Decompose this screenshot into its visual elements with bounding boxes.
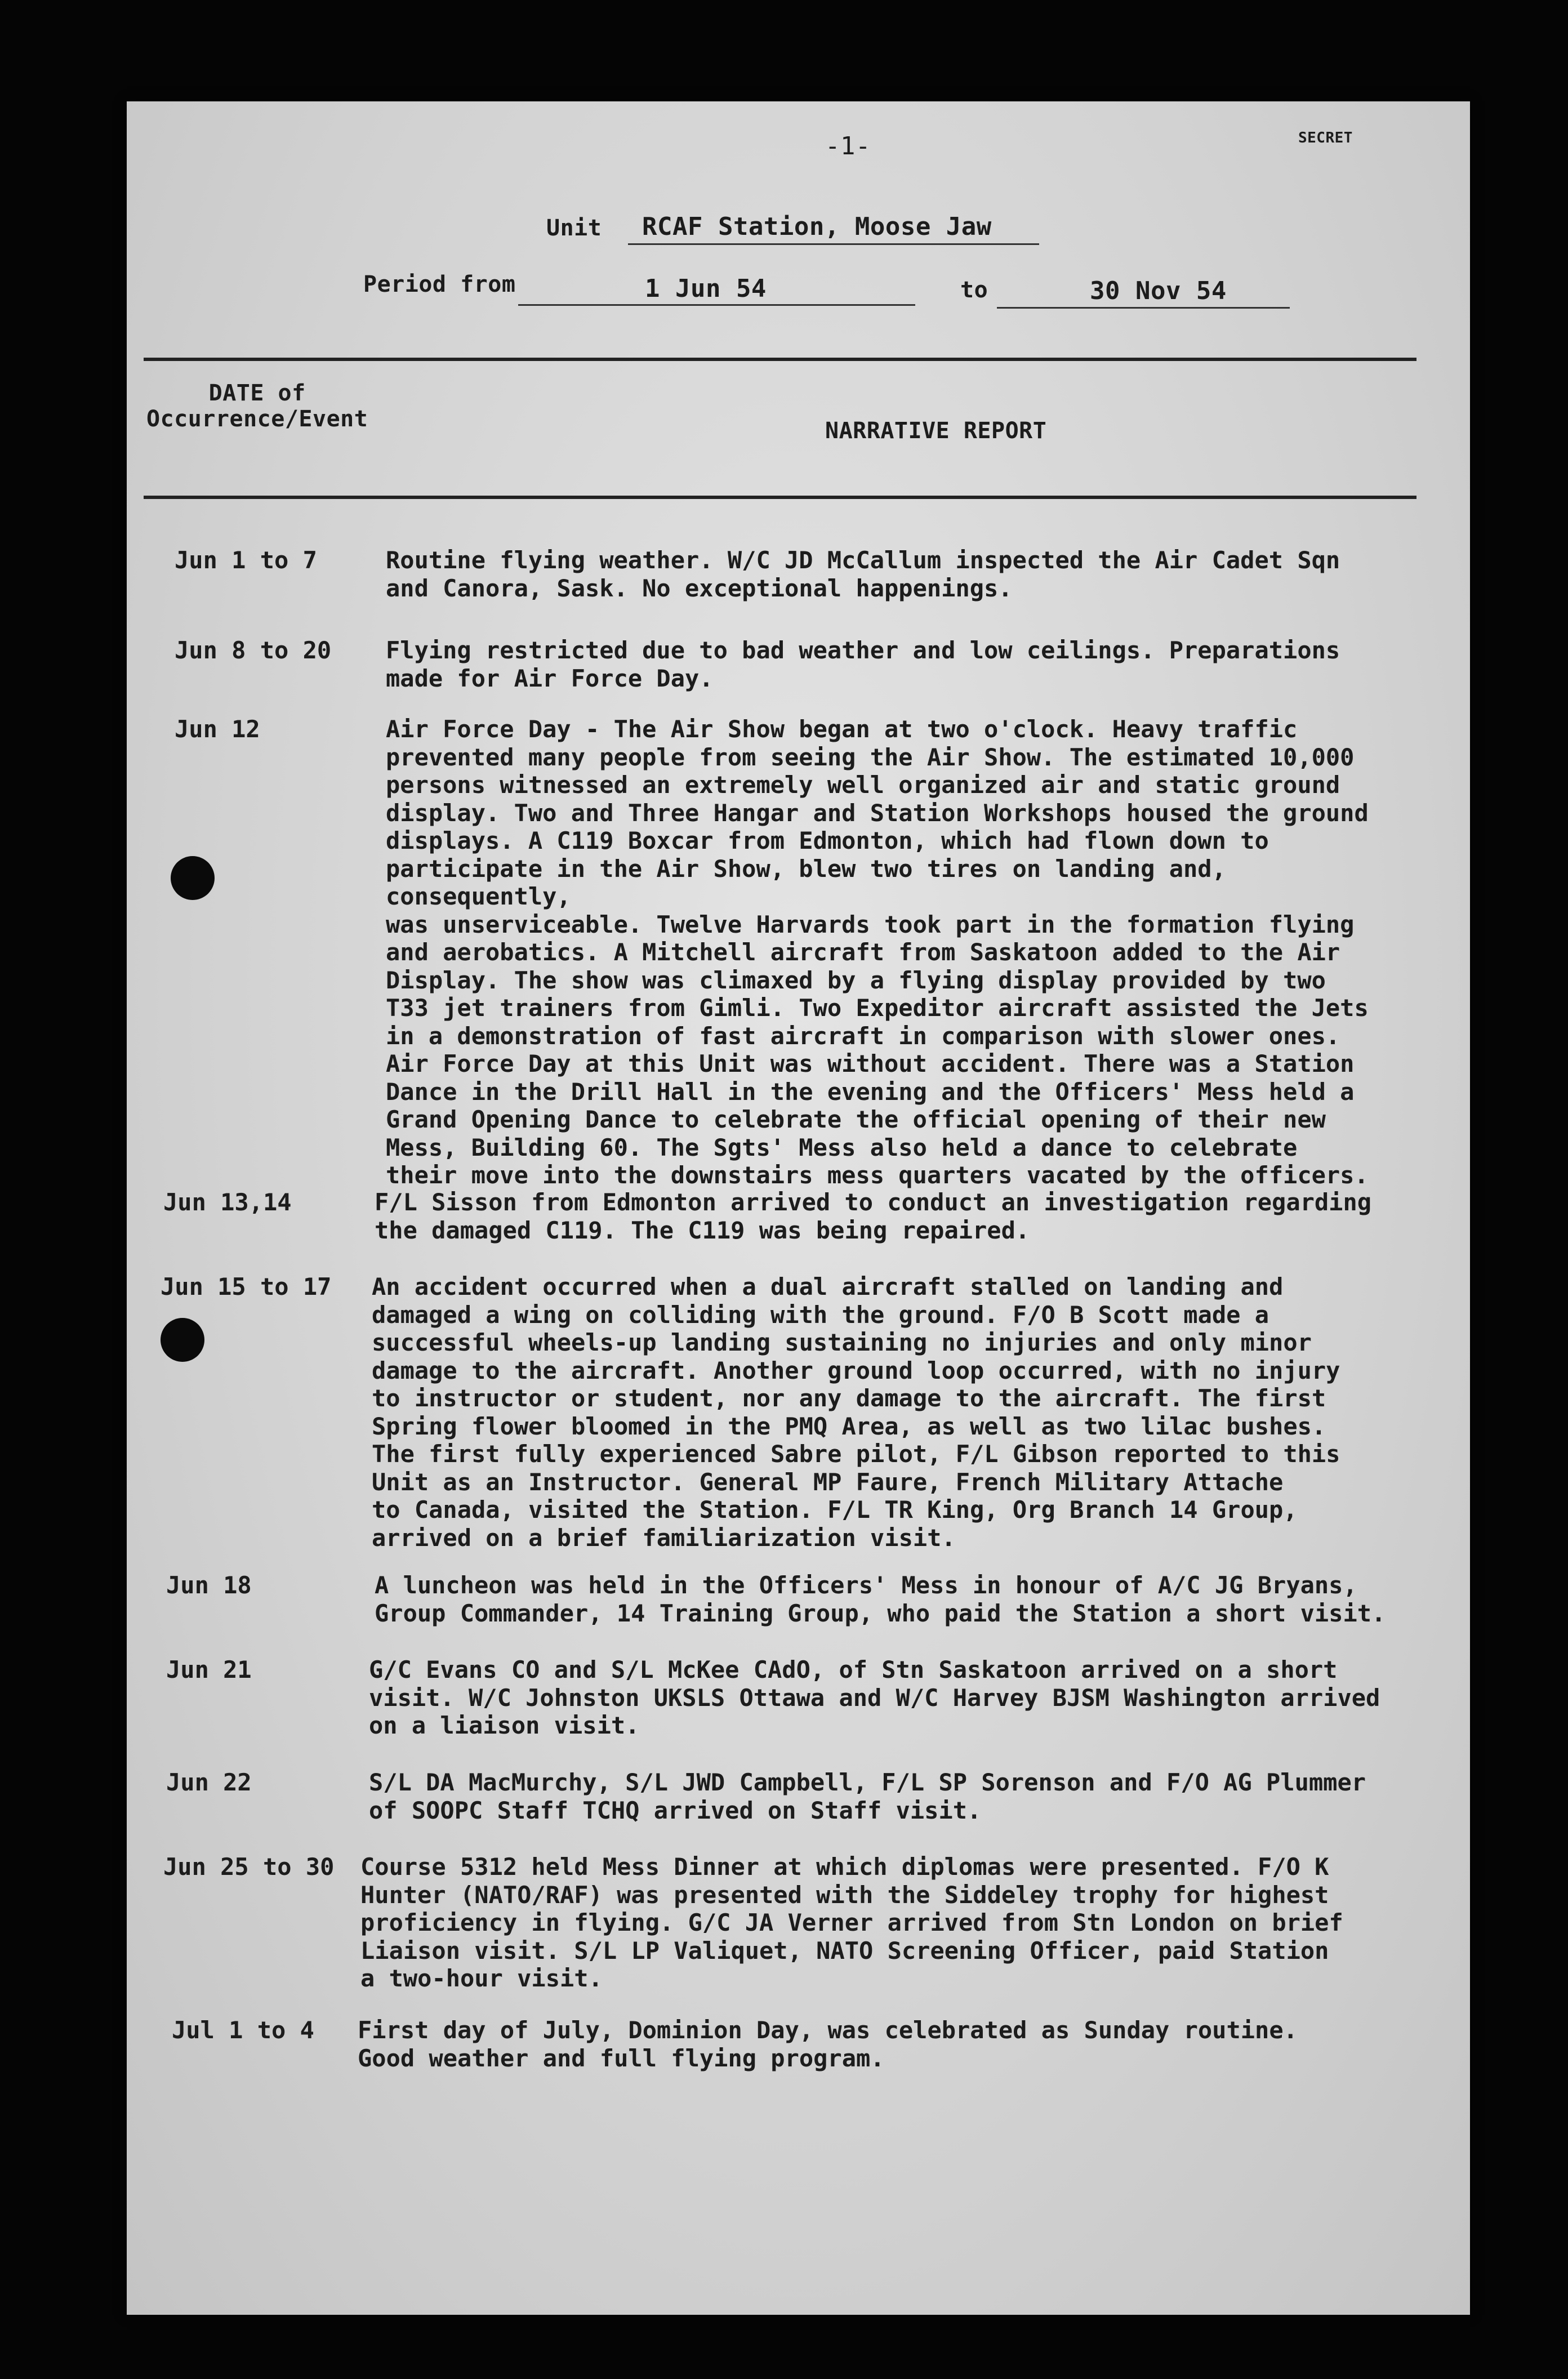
entry-text: An accident occurred when a dual aircraft stalled on landing and damaged a wing on colliding with the ground. F/O B Scott made a successful wheels-up landing sustaining no injuries and only minor damage to the aircraft. Another ground loop occurred, with no injury to instructor or student, nor any damage to the aircraft. The first Spring flower bloomed in the PMQ Area, as well as two lilac bushes. The first fully experienced Sabre pilot, F/L Gibson reported to this Unit as an Instructor. General MP Faure, French Military Attache to Canada, visited the Station. F/L TR King, Org Branch 14 Group, arrived on a brief familiarization visit. (372, 1273, 1340, 1552)
date-column-header (146, 380, 368, 432)
period-to-value: 30 Nov 54 (1090, 277, 1227, 305)
period-from-value: 1 Jun 54 (645, 274, 767, 303)
header-rule-top (144, 358, 1416, 361)
header-rule-bottom (144, 496, 1416, 499)
entry-text: Routine flying weather. W/C JD McCallum inspected the Air Cadet Sqn and Canora, Sask. No exceptional happenings. (386, 546, 1340, 602)
punch-hole-bottom (161, 1318, 204, 1362)
entry-date: Jun 13,14 (163, 1188, 292, 1216)
unit-underline (628, 243, 1039, 245)
entry-text: First day of July, Dominion Day, was celebrated as Sunday routine. Good weather and full flying program. (358, 2016, 1298, 2072)
entry-date: Jun 22 (166, 1768, 252, 1796)
document-sheet (127, 101, 1470, 2315)
entry-date: Jun 25 to 30 (163, 1853, 335, 1881)
entry-date: Jun 8 to 20 (175, 636, 332, 664)
entry-text: F/L Sisson from Edmonton arrived to conduct an investigation regarding the damaged C119. The C119 was being repaired. (375, 1188, 1372, 1244)
period-to-label: to (960, 277, 988, 303)
page-number: -1- (825, 132, 871, 161)
entry-date: Jun 15 to 17 (161, 1273, 332, 1300)
narrative-column-header: NARRATIVE REPORT (825, 418, 1047, 444)
entry-text: G/C Evans CO and S/L McKee CAdO, of Stn Saskatoon arrived on a short visit. W/C Johnston UKSLS Ottawa and W/C Harvey BJSM Washington arrived on a liaison visit. (369, 1656, 1380, 1739)
entry-text: S/L DA MacMurchy, S/L JWD Campbell, F/L SP Sorenson and F/O AG Plummer of SOOPC Staff TCHQ arrived on Staff visit. (369, 1768, 1366, 1824)
entry-date: Jun 21 (166, 1656, 252, 1683)
entry-text: Flying restricted due to bad weather and low ceilings. Preparations made for Air Force Day. (386, 636, 1340, 692)
period-to-underline (997, 307, 1290, 309)
unit-value: RCAF Station, Moose Jaw (642, 212, 992, 241)
classification-stamp: SECRET (1298, 130, 1353, 146)
date-header-line: DATE of Occurrence/Event (146, 380, 368, 432)
entry-date: Jun 12 (175, 715, 260, 743)
entry-date: Jun 18 (166, 1571, 252, 1599)
entry-text: Course 5312 held Mess Dinner at which diplomas were presented. F/O K Hunter (NATO/RAF) was presented with the Siddeley trophy for highest proficiency in flying. G/C JA Verner arrived from Stn London on brief Liaison visit. S/L LP Valiquet, NATO Screening Officer, paid Station a two-hour visit. (360, 1853, 1343, 1992)
entry-text: A luncheon was held in the Officers' Mess in honour of A/C JG Bryans, Group Commander, 14 Training Group, who paid the Station a short visit. (375, 1571, 1386, 1627)
period-from-label: Period from (363, 271, 516, 297)
punch-hole-top (171, 856, 215, 900)
entry-date: Jun 1 to 7 (175, 546, 317, 574)
entry-date: Jul 1 to 4 (172, 2016, 314, 2044)
period-from-underline (518, 304, 915, 306)
entry-text: Air Force Day - The Air Show began at two o'clock. Heavy traffic prevented many people from seeing the Air Show. The estimated 10,000 persons witnessed an extremely well organized air and static ground display. Two and Three Hangar and Station Workshops housed the ground displays. A C119 Boxcar from Edmonton, which had flown down to participate in the Air Show, blew two tires on landing and, consequently, was unserviceable. Twelve Harvards took part in the formation flying and aerobatics. A Mitchell aircraft from Saskatoon added to the Air Display. The show was climaxed by a flying display provided by two T33 jet trainers from Gimli. Two Expeditor aircraft assisted the Jets in a demonstration of fast aircraft in comparison with slower ones. Air Force Day at this Unit was without accident. There was a Station Dance in the Drill Hall in the evening and the Officers' Mess held a Grand Opening Dance to celebrate the official opening of their new Mess, Building 60. The Sgts' Mess also held a dance to celebrate their move into the downstairs mess quarters vacated by the officers. (386, 715, 1369, 1189)
unit-label: Unit (546, 215, 602, 241)
